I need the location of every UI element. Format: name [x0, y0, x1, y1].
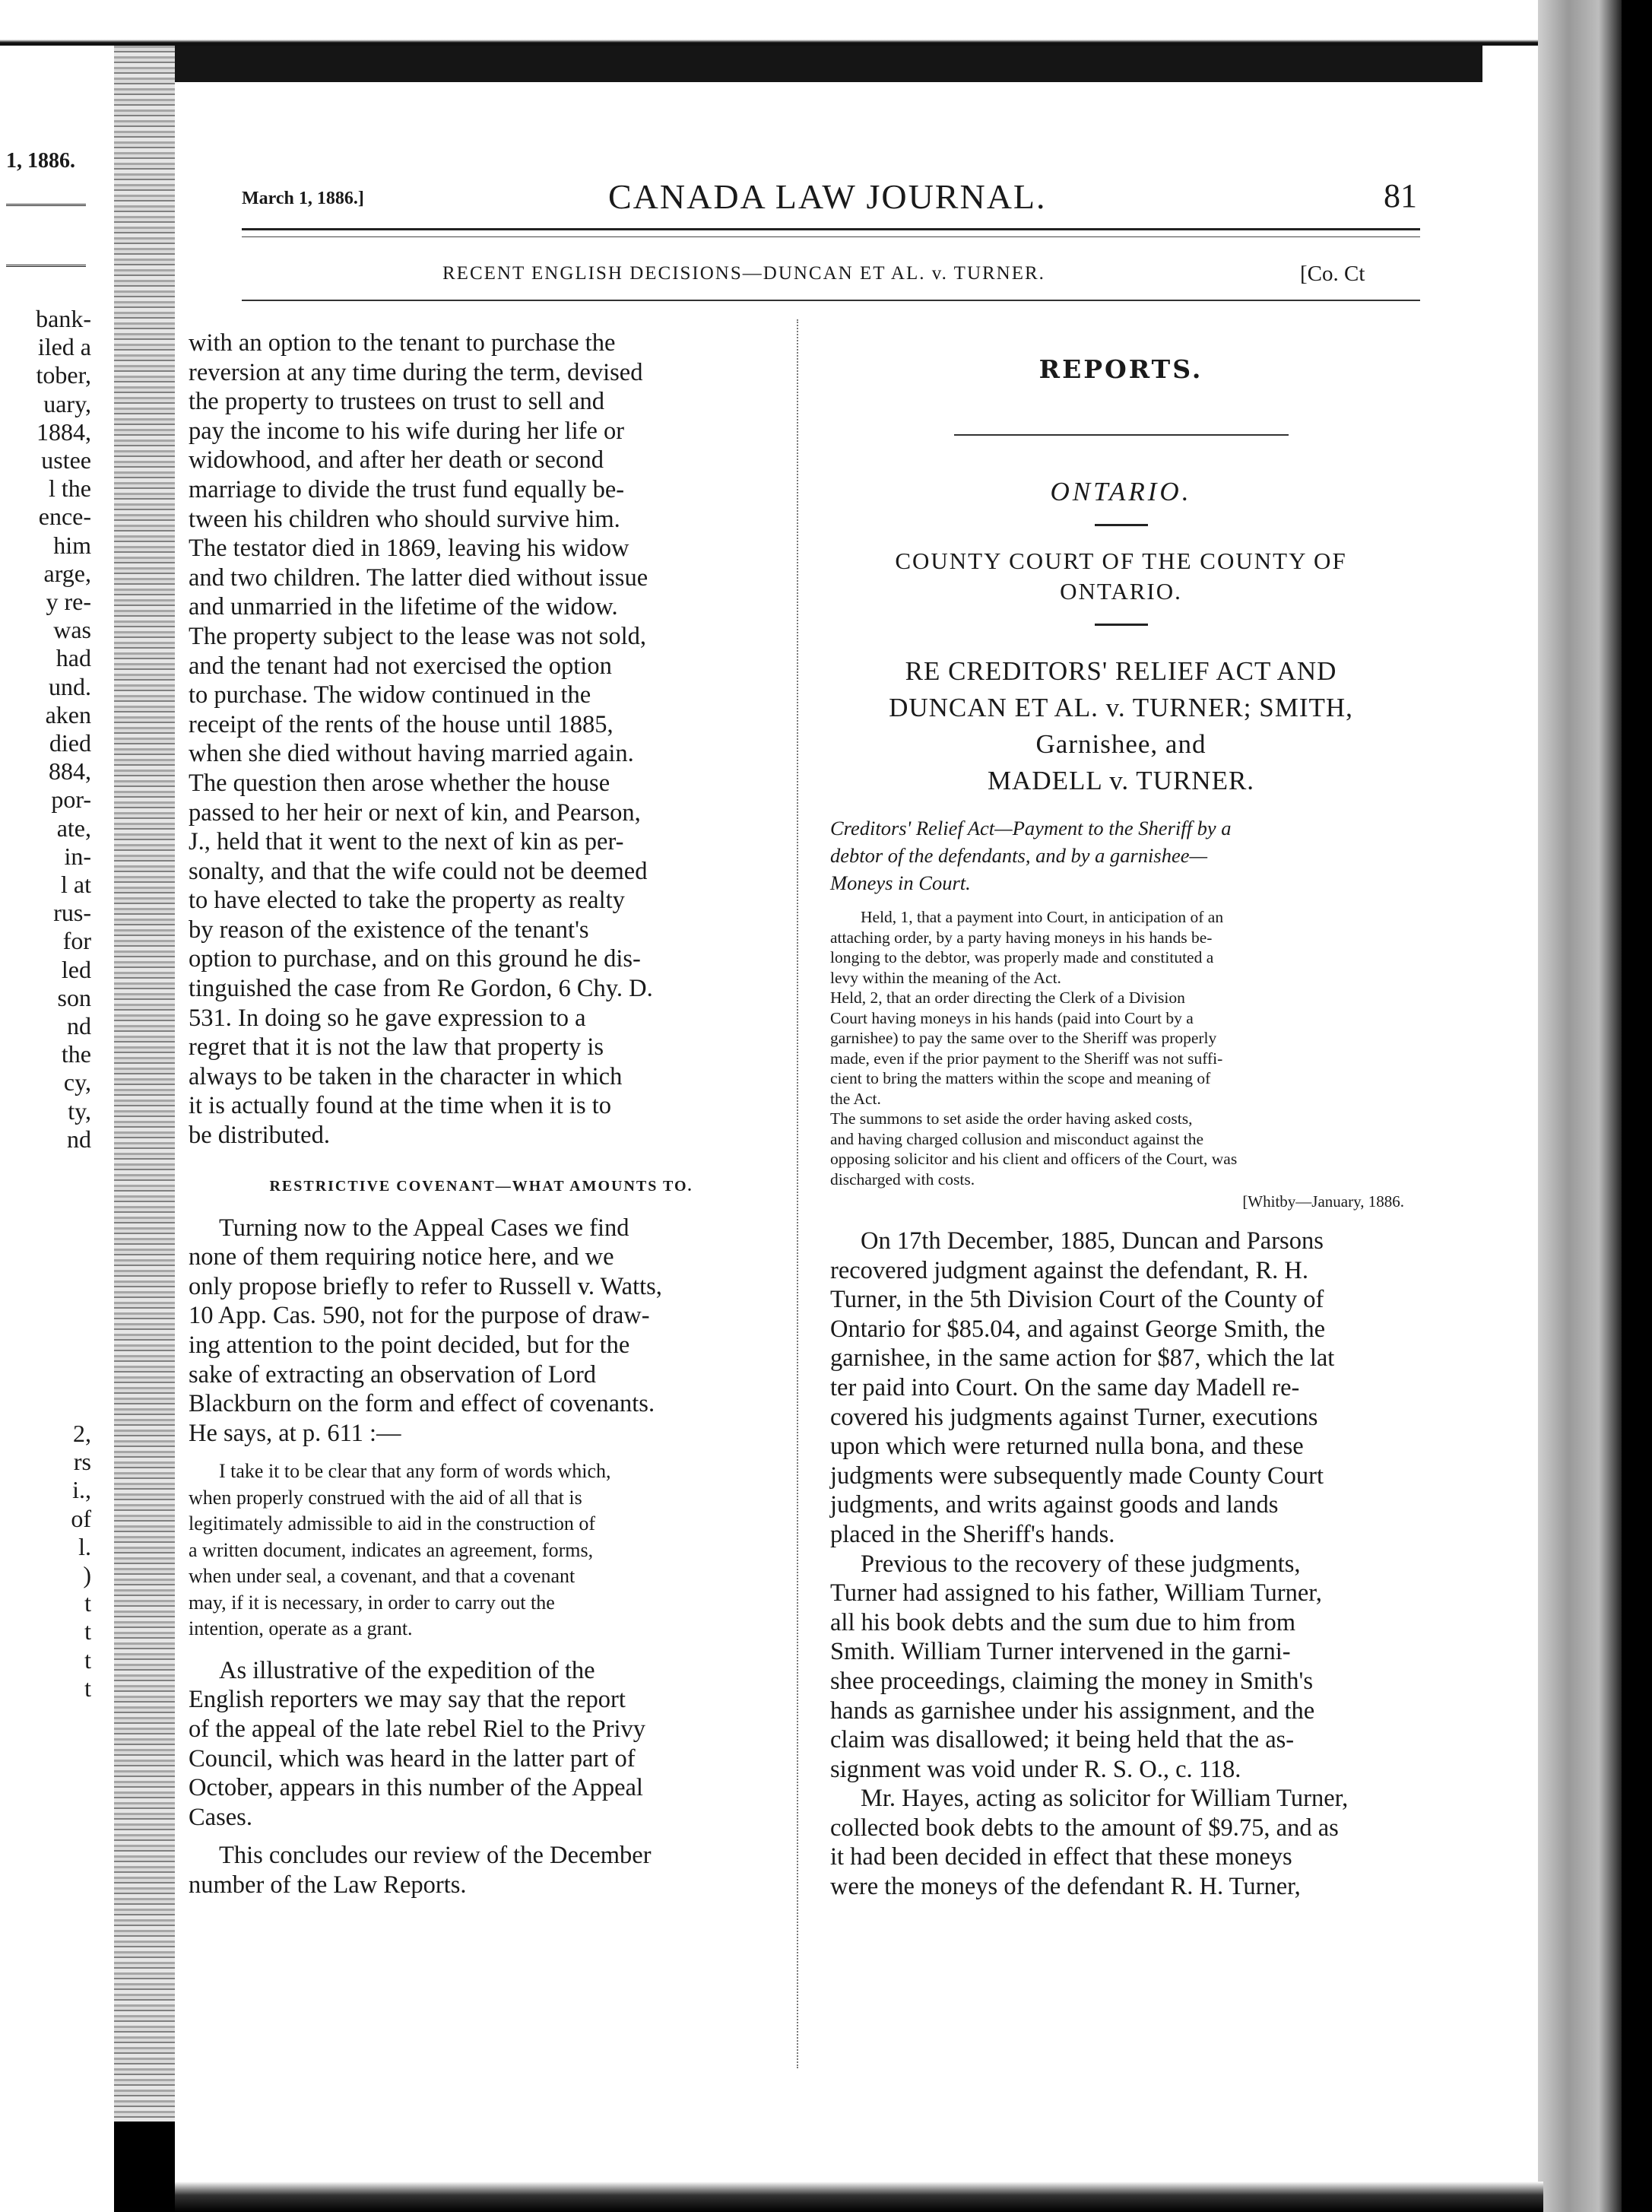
text-line: none of them requiring notice here, and we — [189, 1243, 614, 1271]
previous-page-line: cy, — [63, 1068, 91, 1096]
scan-top-band — [175, 46, 1482, 82]
text-line: The testator died in 1869, leaving his widow — [189, 535, 629, 563]
text-line: of the appeal of the late rebel Riel to the Privy — [189, 1715, 646, 1744]
text-line: ing attention to the point decided, but for the — [189, 1331, 630, 1359]
text-line: Ontario for $85.04, and against George Smith, the — [830, 1315, 1326, 1343]
scan-bottom-left-corner — [114, 2122, 175, 2212]
previous-page-line: t — [84, 1589, 91, 1617]
text-line: legitimately admissible to aid in the construction of — [189, 1512, 596, 1535]
text-line: cient to bring the matters within the scope and meaning of — [830, 1069, 1211, 1087]
previous-page-line: had — [55, 644, 91, 672]
text-line: October, appears in this number of the Appeal — [189, 1774, 643, 1802]
scan-bottom-edge — [175, 2182, 1543, 2212]
case-title-line: RE CREDITORS' RELIEF ACT AND — [905, 656, 1337, 686]
case-title — [830, 653, 1412, 799]
text-line: be distributed. — [189, 1122, 330, 1150]
text-line: and two children. The latter died without issue — [189, 563, 648, 592]
text-line: This concludes our review of the December — [219, 1842, 652, 1870]
previous-page-rule — [6, 265, 86, 267]
text-line: 531. In doing so he gave expression to a — [189, 1004, 586, 1032]
text-line: regret that it is not the law that property is — [189, 1033, 604, 1062]
paragraph-riel-appeal — [189, 1656, 774, 1833]
court-and-date: [Whitby—January, 1886. — [1242, 1192, 1404, 1211]
text-line: Turner, in the 5th Division Court of the County of — [830, 1286, 1324, 1314]
text-line: Smith. William Turner intervened in the garni- — [830, 1638, 1291, 1666]
text-line: claim was disallowed; it being held that the as- — [830, 1726, 1295, 1754]
text-line: may, if it is necessary, in order to carry out the — [189, 1591, 555, 1614]
court-title — [830, 546, 1412, 607]
text-line: Held, 1, that a payment into Court, in anticipation of an — [861, 908, 1224, 926]
previous-page-line: aken — [45, 700, 91, 728]
text-line: opposing solicitor and his client and officers of the Court, was — [830, 1150, 1238, 1168]
text-line: marriage to divide the trust fund equally be- — [189, 475, 625, 503]
previous-page-line: the — [61, 1040, 91, 1068]
text-line: Court having moneys in his hands (paid into Court by a — [830, 1008, 1194, 1027]
short-rule — [1095, 624, 1148, 626]
court-title-line: ONTARIO. — [1060, 578, 1182, 605]
court-abbreviation: [Co. Ct — [1300, 262, 1365, 286]
text-line: the Act. — [830, 1089, 881, 1108]
text-line: a written document, indicates an agreement, forms, — [189, 1538, 594, 1561]
text-line: option to purchase, and on this ground he dis- — [189, 945, 641, 973]
scan-binding-gutter — [114, 46, 175, 2212]
header-rule-thin — [242, 236, 1420, 237]
scan-top-edge — [0, 0, 1652, 46]
text-line: tween his children who should survive him. — [189, 505, 620, 533]
text-line: Turning now to the Appeal Cases we find — [219, 1214, 629, 1242]
text-line: Creditors' Relief Act—Payment to the Sheriff by a — [830, 817, 1232, 839]
left-column — [189, 328, 774, 1900]
previous-page-line: arge, — [43, 559, 91, 587]
reports-rule — [954, 434, 1289, 436]
case-title-line: DUNCAN ET AL. v. TURNER; SMITH, — [889, 693, 1353, 722]
previous-page-line: rus- — [53, 899, 91, 927]
scan-right-border — [1622, 0, 1652, 2212]
text-line: when she died without having married again. — [189, 740, 634, 768]
previous-page-line: por- — [51, 785, 91, 814]
case-title-line: Garnishee, and — [1035, 729, 1206, 759]
text-line: He says, at p. 611 :— — [189, 1419, 401, 1447]
text-line: to have elected to take the property as realty — [189, 887, 625, 915]
section-heading: RECENT ENGLISH DECISIONS—DUNCAN ET AL. v. TURNER. — [442, 263, 1045, 284]
text-line: receipt of the rents of the house until 1885, — [189, 710, 614, 738]
text-line: The summons to set aside the order having asked costs, — [830, 1109, 1193, 1128]
page-number: 81 — [1384, 177, 1417, 214]
text-line: J., held that it went to the next of kin as per- — [189, 828, 624, 856]
text-line: made, even if the prior payment to the Sheriff was not suffi- — [830, 1049, 1223, 1068]
previous-page-line: tober, — [36, 361, 91, 389]
court-title-line: COUNTY COURT OF THE COUNTY OF — [895, 547, 1347, 574]
text-line: all his book debts and the sum due to him from — [830, 1608, 1296, 1636]
text-line: recovered judgment against the defendant, R. H. — [830, 1256, 1309, 1284]
text-line: 10 App. Cas. 590, not for the purpose of draw- — [189, 1302, 650, 1330]
previous-page-margin — [0, 0, 106, 2212]
previous-page-line: l the — [49, 474, 91, 503]
text-line: and unmarried in the lifetime of the widow. — [189, 593, 618, 621]
text-line: and having charged collusion and misconduct against the — [830, 1129, 1203, 1148]
text-line: tinguished the case from Re Gordon, 6 Chy. D. — [189, 975, 653, 1003]
text-line: The property subject to the lease was not sold, — [189, 622, 646, 650]
text-line: sonalty, and that the wife could not be deemed — [189, 857, 648, 885]
text-line: placed in the Sheriff's hands. — [830, 1520, 1115, 1548]
subheading-restrictive-covenant: RESTRICTIVE COVENANT—WHAT AMOUNTS TO. — [269, 1177, 693, 1195]
text-line: and the tenant had not exercised the option — [189, 652, 612, 680]
previous-page-line: bank- — [36, 305, 91, 332]
paragraph-trust-case — [189, 328, 774, 1150]
previous-page-line: ustee — [41, 446, 91, 474]
text-line: garnishee) to pay the same over to the Sheriff was properly — [830, 1029, 1217, 1047]
text-line: when properly construed with the aid of all that is — [189, 1486, 582, 1509]
previous-page-line: of — [71, 1504, 91, 1532]
previous-page-line: ) — [83, 1561, 91, 1588]
previous-page-line: rs — [73, 1448, 91, 1476]
text-line: judgments, and writs against goods and lands — [830, 1491, 1279, 1519]
previous-page-line: ence- — [38, 503, 91, 531]
header-rule — [242, 228, 1420, 230]
text-line: longing to the debtor, was properly made and constituted a — [830, 948, 1214, 966]
text-line: judgments were subsequently made County Court — [830, 1461, 1324, 1490]
text-line: The question then arose whether the house — [189, 769, 610, 797]
previous-page-line: l. — [78, 1532, 91, 1560]
text-line: Blackburn on the form and effect of covenants. — [189, 1390, 655, 1418]
text-line: Cases. — [189, 1803, 252, 1831]
previous-page-line: ate, — [56, 814, 91, 842]
held-summary — [830, 907, 1412, 1189]
column-divider — [797, 319, 798, 2068]
previous-page-line: 2, — [73, 1420, 91, 1447]
text-line: sake of extracting an observation of Lord — [189, 1360, 597, 1388]
text-line: were the moneys of the defendant R. H. Turner, — [830, 1873, 1301, 1901]
right-column — [830, 328, 1412, 1902]
paragraph-appeal-cases — [189, 1214, 774, 1449]
quotation-lord-blackburn — [189, 1458, 774, 1642]
previous-page-line: for — [62, 927, 91, 955]
previous-page-line: died — [49, 729, 91, 757]
text-line: upon which were returned nulla bona, and these — [830, 1433, 1304, 1461]
text-line: widowhood, and after her death or second — [189, 446, 604, 474]
paragraph-assignment — [830, 1550, 1412, 1785]
text-line: the property to trustees on trust to sell and — [189, 388, 604, 416]
text-line: attaching order, by a party having moneys in his hands be- — [830, 928, 1213, 947]
reports-heading: REPORTS. — [1038, 354, 1203, 384]
previous-page-line: t — [84, 1617, 91, 1646]
previous-page-line: t — [84, 1674, 91, 1702]
previous-page-line: son — [57, 983, 91, 1011]
previous-page-line: y re- — [46, 588, 91, 615]
text-line: Turner had assigned to his father, William Turner, — [830, 1579, 1322, 1607]
text-line: ter paid into Court. On the same day Madell re- — [830, 1373, 1300, 1401]
text-line: English reporters we may say that the report — [189, 1686, 626, 1714]
case-title-line: MADELL v. TURNER. — [987, 766, 1255, 795]
previous-page-line: nd — [67, 1012, 91, 1039]
text-line: levy within the meaning of the Act. — [830, 968, 1061, 987]
text-line: always to be taken in the character in which — [189, 1062, 623, 1090]
text-line: As illustrative of the expedition of the — [219, 1656, 595, 1684]
previous-page-line: 1884, — [36, 417, 91, 446]
text-line: only propose briefly to refer to Russell v. Watts, — [189, 1272, 662, 1300]
section-rule — [242, 300, 1420, 301]
text-line: it had been decided in effect that these moneys — [830, 1843, 1292, 1871]
text-line: it is actually found at the time when it is to — [189, 1092, 612, 1120]
previous-page-line: iled a — [37, 333, 91, 361]
text-line: pay the income to his wife during her life or — [189, 417, 625, 445]
province-heading: ONTARIO. — [1050, 477, 1192, 506]
journal-title: CANADA LAW JOURNAL. — [608, 177, 1047, 216]
paragraph-judgment — [830, 1227, 1412, 1550]
previous-page-line: und. — [49, 672, 91, 700]
text-line: reversion at any time during the term, devised — [189, 358, 643, 386]
text-line: signment was void under R. S. O., c. 118. — [830, 1755, 1241, 1783]
text-line: with an option to the tenant to purchase the — [189, 329, 616, 357]
text-line: I take it to be clear that any form of words which, — [219, 1460, 611, 1483]
text-line: Moneys in Court. — [830, 871, 971, 894]
previous-page-line: i., — [72, 1476, 91, 1504]
short-rule — [1095, 524, 1148, 526]
text-line: intention, operate as a grant. — [189, 1617, 413, 1640]
text-line: discharged with costs. — [830, 1169, 975, 1189]
previous-page-line: 884, — [49, 757, 91, 785]
previous-page-line: ty, — [68, 1096, 91, 1125]
text-line: hands as garnishee under his assignment, and the — [830, 1696, 1315, 1725]
text-line: to purchase. The widow continued in the — [189, 681, 591, 709]
previous-page-line: l at — [61, 871, 91, 898]
previous-page-line: t — [84, 1646, 91, 1674]
previous-page-line: nd — [67, 1125, 91, 1153]
headnote — [830, 814, 1412, 897]
text-line: covered his judgments against Turner, executions — [830, 1403, 1318, 1431]
previous-page-line: him — [53, 531, 91, 559]
text-line: Council, which was heard in the latter part of — [189, 1744, 636, 1772]
previous-page-line: was — [53, 616, 91, 644]
text-line: Held, 2, that an order directing the Clerk of a Division — [830, 989, 1185, 1007]
text-line: number of the Law Reports. — [189, 1871, 467, 1899]
text-line: garnishee, in the same action for $87, which the lat — [830, 1344, 1335, 1373]
text-line: passed to her heir or next of kin, and Pearson, — [189, 798, 641, 827]
text-line: by reason of the existence of the tenant's — [189, 916, 589, 944]
previous-page-line: in- — [64, 842, 91, 870]
text-line: when under seal, a covenant, and that a covenant — [189, 1565, 576, 1588]
previous-page-line: led — [61, 955, 91, 983]
text-line: collected book debts to the amount of $9.75, and as — [830, 1814, 1339, 1842]
previous-page-line: uary, — [43, 389, 91, 417]
text-line: Previous to the recovery of these judgments, — [861, 1550, 1301, 1578]
previous-page-rule — [6, 204, 86, 206]
paragraph-conclusion — [189, 1841, 774, 1899]
previous-page-date: 1, 1886. — [6, 149, 75, 173]
issue-date: March 1, 1886.] — [242, 189, 364, 208]
paragraph-hayes — [830, 1784, 1412, 1901]
text-line: On 17th December, 1885, Duncan and Parsons — [861, 1227, 1324, 1255]
text-line: Mr. Hayes, acting as solicitor for William Turner, — [861, 1785, 1349, 1813]
text-line: debtor of the defendants, and by a garnishee— — [830, 844, 1208, 867]
text-line: shee proceedings, claiming the money in Smith's — [830, 1667, 1313, 1695]
